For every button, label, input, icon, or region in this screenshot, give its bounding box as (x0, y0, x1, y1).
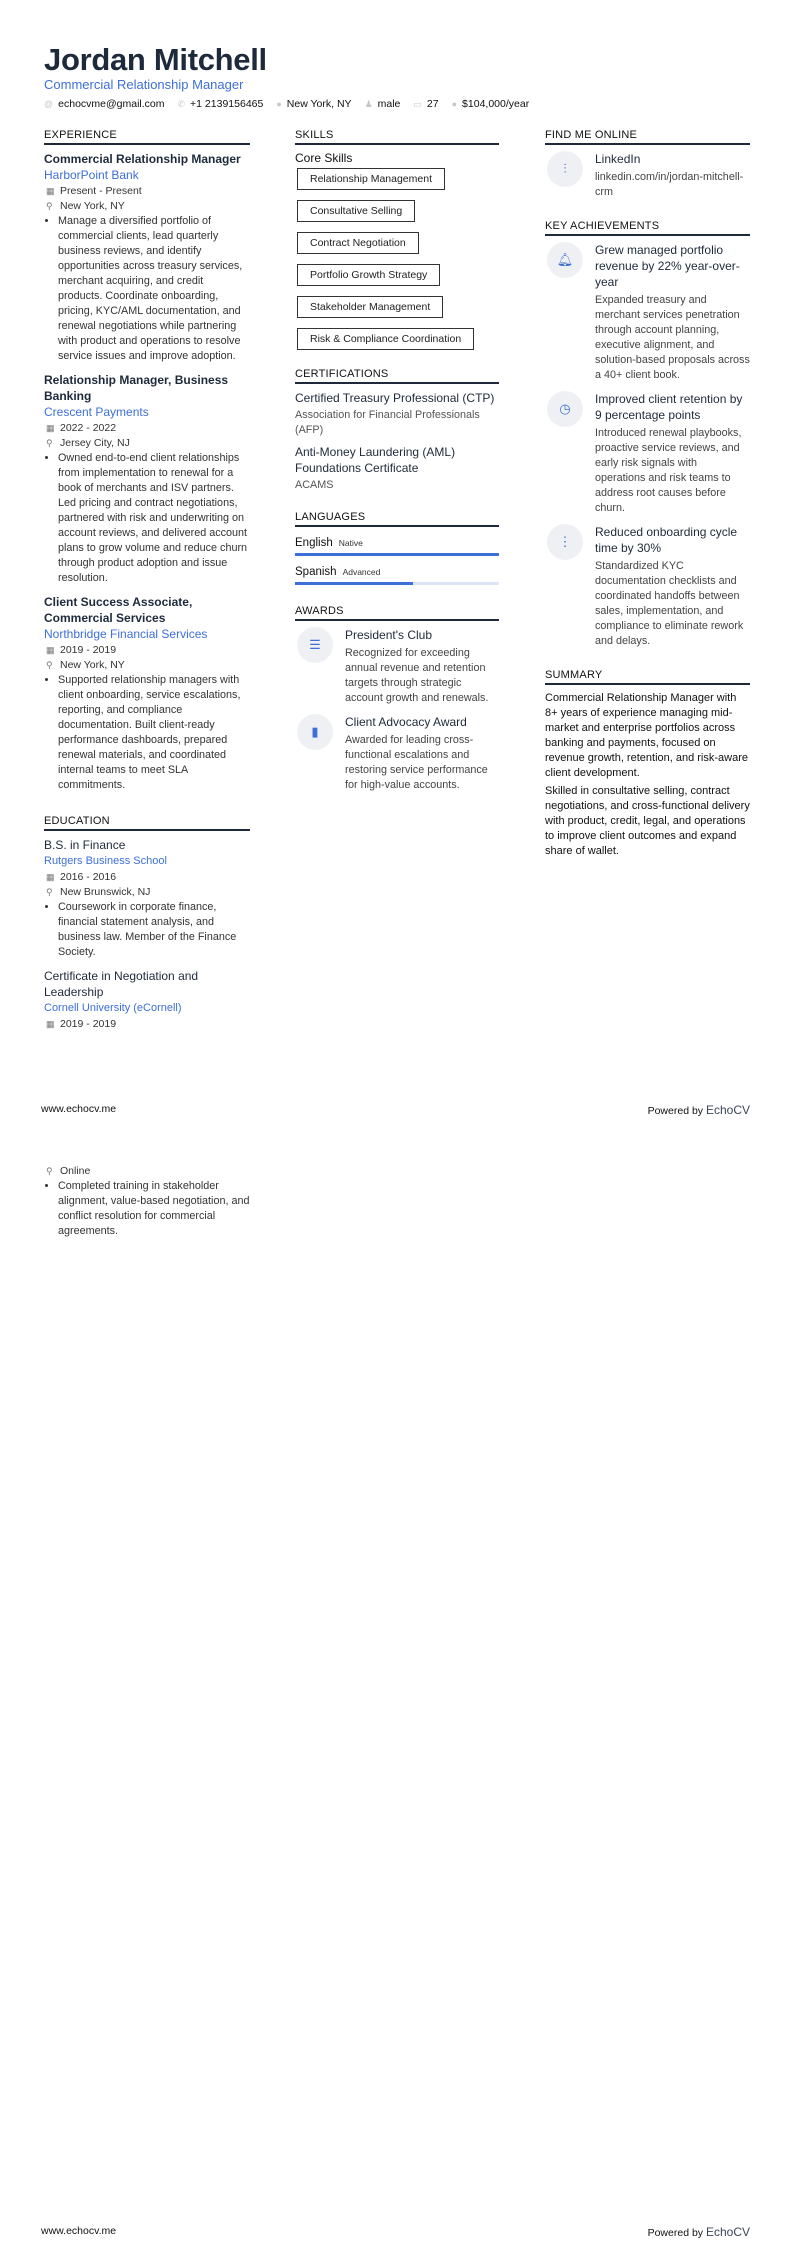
calendar-icon: ▭ (413, 99, 422, 109)
person-icon: ♟ (364, 99, 373, 109)
money-icon: ● (451, 99, 458, 109)
cert-name: Certified Treasury Professional (CTP) (295, 391, 495, 405)
education-entry (44, 968, 250, 1032)
dates-text: 2019 - 2019 (60, 1018, 117, 1030)
education-heading: EDUCATION (44, 815, 250, 831)
right-column (545, 129, 750, 862)
contact-text: $104,000/year (462, 98, 530, 110)
calendar-icon: ▦ (46, 1019, 55, 1029)
powered-by-label: Powered by (647, 1105, 704, 1117)
contact-gender (365, 98, 401, 110)
skill-chip: Contract Negotiation (297, 232, 419, 254)
school: Cornell University (eCornell) (44, 1002, 182, 1014)
achievement-desc: Introduced renewal playbooks, proactive service reviews, and early risk signals with operations and risk teams to address root causes before churn. (595, 427, 742, 514)
contact-text: New York, NY (286, 98, 352, 110)
job-bullet: • Manage a diversified portfolio of commercial clients, lead quarterly business reviews, and identify opportunities across treasury services, merchant acquiring, and credit products. Coordinate onboarding, pricing, KYC/AML documentation, and renewal negotiations while partnering with product and operations to resolve service issues and improve adoption. (58, 214, 250, 364)
contact-bar (44, 98, 529, 110)
language-level: Advanced (342, 567, 381, 577)
dates (44, 184, 250, 199)
achievement-desc: Expanded treasury and merchant services penetration through account planning, executive alignment, and solution-based proposals across a 40+ client book. (595, 294, 750, 381)
cert-name: Anti-Money Laundering (AML) Foundations Certificate (295, 445, 456, 475)
language (295, 562, 499, 585)
calendar-icon: ▦ (46, 423, 55, 433)
language-bar (295, 553, 499, 556)
dates-text: Present - Present (60, 185, 142, 197)
dates (44, 1017, 250, 1032)
job-entry (44, 594, 250, 793)
profile-url[interactable]: linkedin.com/in/jordan-mitchell-crm (595, 171, 744, 198)
calendar-icon: ▦ (46, 186, 55, 196)
contact-location (276, 98, 351, 110)
skills-group: Core Skills (295, 151, 353, 165)
dates (44, 870, 250, 885)
dates-text: 2019 - 2019 (60, 644, 117, 656)
languages-heading: LANGUAGES (295, 511, 499, 527)
contact-text: echocvme@gmail.com (58, 98, 165, 110)
award (295, 627, 499, 706)
contact-text: 27 (426, 98, 439, 110)
location-text: New Brunswick, NJ (60, 886, 151, 898)
skill-list (295, 168, 499, 360)
job-entry (44, 372, 250, 586)
education-continuation (44, 1164, 250, 1239)
contact-text: +1 2139156465 (190, 98, 264, 110)
job-bullet: • Owned end-to-end client relationships from implementation to renewal for a book of merchants and ISV partners. Led pricing and contract negotiations, partnered with risk and underwriting on account reviews, and delivered account plans to grow volume and reduce churn through product adoption and issue resolution. (58, 451, 250, 586)
location-text: New York, NY (60, 200, 125, 212)
job-bullet: • Supported relationship managers with client onboarding, service escalations, reporting, and compliance documentation. Built client-ready performance dashboards, prepared renewal materials, and coordinated internal teams to meet SLA commitments. (58, 673, 250, 793)
job-title: Commercial Relationship Manager (44, 152, 241, 166)
location-text: Online (60, 1165, 91, 1177)
skill-chip: Consultative Selling (297, 200, 415, 222)
company: Northbridge Financial Services (44, 627, 208, 641)
job-title: Commercial Relationship Manager (44, 77, 244, 92)
cert-issuer: Association for Financial Professionals (AFP) (295, 409, 480, 436)
location (44, 436, 250, 451)
location (44, 885, 250, 900)
contact-text: male (377, 98, 401, 110)
location-icon: ⚲ (46, 660, 53, 670)
job-title: Client Success Associate, Commercial Services (44, 595, 193, 625)
calendar-icon: ▦ (46, 645, 55, 655)
achievements-heading: KEY ACHIEVEMENTS (545, 220, 750, 236)
awards-heading: AWARDS (295, 605, 499, 621)
footer-site[interactable]: www.echocv.me (41, 1103, 117, 1115)
location-text: Jersey City, NJ (60, 437, 130, 449)
sliders-icon: ⫶ (547, 151, 583, 187)
profile-title: LinkedIn (595, 152, 641, 166)
location-text: New York, NY (60, 659, 125, 671)
achievement (545, 242, 750, 383)
achievement (545, 391, 750, 516)
coins-icon: ☰ (297, 627, 333, 663)
phone-icon: ✆ (177, 99, 186, 109)
location-icon: ⚲ (46, 438, 53, 448)
company: Crescent Payments (44, 405, 149, 419)
at-icon: @ (44, 99, 54, 109)
skills-heading: SKILLS (295, 129, 499, 145)
more-vertical-icon: ⋮ (547, 524, 583, 560)
contact-salary (452, 98, 530, 110)
education-bullet: • Completed training in stakeholder alignment, value-based negotiation, and conflict resolution for commercial agreements. (58, 1179, 250, 1239)
school: Rutgers Business School (44, 855, 167, 867)
candidate-name: Jordan Mitchell (44, 42, 267, 77)
award-desc: Recognized for exceeding annual revenue and retention targets through strategic account growth and renewals. (345, 647, 489, 704)
award-title: President's Club (345, 628, 432, 642)
document-chart-icon: ▮ (297, 714, 333, 750)
language (295, 533, 499, 556)
achievement-desc: Standardized KYC documentation checklists and coordinated handoffs between sales, implementation, and compliance to eliminate rework and delays. (595, 560, 744, 647)
page-footer (41, 2225, 750, 2239)
location (44, 199, 250, 214)
skill-chip: Stakeholder Management (297, 296, 443, 318)
award-title: Client Advocacy Award (345, 715, 467, 729)
footer-powered (648, 2225, 750, 2239)
dates-text: 2016 - 2016 (60, 871, 117, 883)
location-icon: ● (276, 99, 282, 109)
online-heading: FIND ME ONLINE (545, 129, 750, 145)
degree: Certificate in Negotiation and Leadership (44, 969, 199, 999)
language-level: Native (338, 538, 363, 548)
job-title: Relationship Manager, Business Banking (44, 373, 229, 403)
experience-heading: EXPERIENCE (44, 129, 250, 145)
job-entry (44, 151, 250, 364)
award-desc: Awarded for leading cross-functional escalations and restoring service performance for high-value accounts. (345, 734, 488, 791)
middle-column (295, 129, 499, 801)
certification (295, 390, 499, 438)
achievement-title: Reduced onboarding cycle time by 30% (595, 525, 738, 555)
summary-paragraph: Commercial Relationship Manager with 8+ years of experience managing mid-market and enterprise portfolios across banking and payments, focused on revenue growth, retention, and risk-aware client development. (545, 692, 748, 779)
language-name: English (295, 537, 333, 549)
clock-icon: ◷ (547, 391, 583, 427)
footer-powered (648, 1103, 750, 1117)
achievement-title: Grew managed portfolio revenue by 22% year-over-year (595, 243, 740, 289)
skill-chip: Relationship Management (297, 168, 445, 190)
education-entry (44, 837, 250, 960)
achievement (545, 524, 750, 649)
footer-brand[interactable]: EchoCV (705, 1103, 750, 1117)
calendar-icon: ▦ (46, 872, 55, 882)
achievement-title: Improved client retention by 9 percentage points (595, 392, 743, 422)
location (44, 1164, 250, 1179)
location (44, 658, 250, 673)
location-icon: ⚲ (46, 887, 53, 897)
language-name: Spanish (295, 566, 337, 578)
summary-paragraph: Skilled in consultative selling, contract negotiations, and cross-functional delivery with product, credit, legal, and operations to improve client outcomes and expand share of wallet. (545, 785, 750, 857)
bell-icon: 🔔︎ (547, 242, 583, 278)
contact-age (413, 98, 438, 110)
language-bar-fill (295, 553, 499, 556)
dates (44, 421, 250, 436)
contact-phone (178, 98, 264, 110)
language-bar (295, 582, 499, 585)
education-bullet: • Coursework in corporate finance, financial statement analysis, and business law. Member of the Finance Society. (58, 900, 250, 960)
location-icon: ⚲ (46, 201, 53, 211)
dates-text: 2022 - 2022 (60, 422, 117, 434)
left-column (44, 129, 250, 1040)
dates (44, 643, 250, 658)
powered-by-label: Powered by (647, 2227, 704, 2239)
degree: B.S. in Finance (44, 838, 126, 852)
cert-issuer: ACAMS (295, 479, 334, 491)
location-icon: ⚲ (46, 1166, 53, 1176)
summary-heading: SUMMARY (545, 669, 750, 685)
footer-site[interactable]: www.echocv.me (41, 2225, 117, 2237)
online-profile[interactable] (545, 151, 750, 200)
language-bar-fill (295, 582, 413, 585)
footer-brand[interactable]: EchoCV (705, 2225, 750, 2239)
certification (295, 444, 499, 493)
company: HarborPoint Bank (44, 168, 139, 182)
award (295, 714, 499, 793)
skill-chip: Portfolio Growth Strategy (297, 264, 440, 286)
certifications-heading: CERTIFICATIONS (295, 368, 499, 384)
contact-email (44, 98, 165, 110)
page-footer (41, 1103, 750, 1117)
skill-chip: Risk & Compliance Coordination (297, 328, 474, 350)
